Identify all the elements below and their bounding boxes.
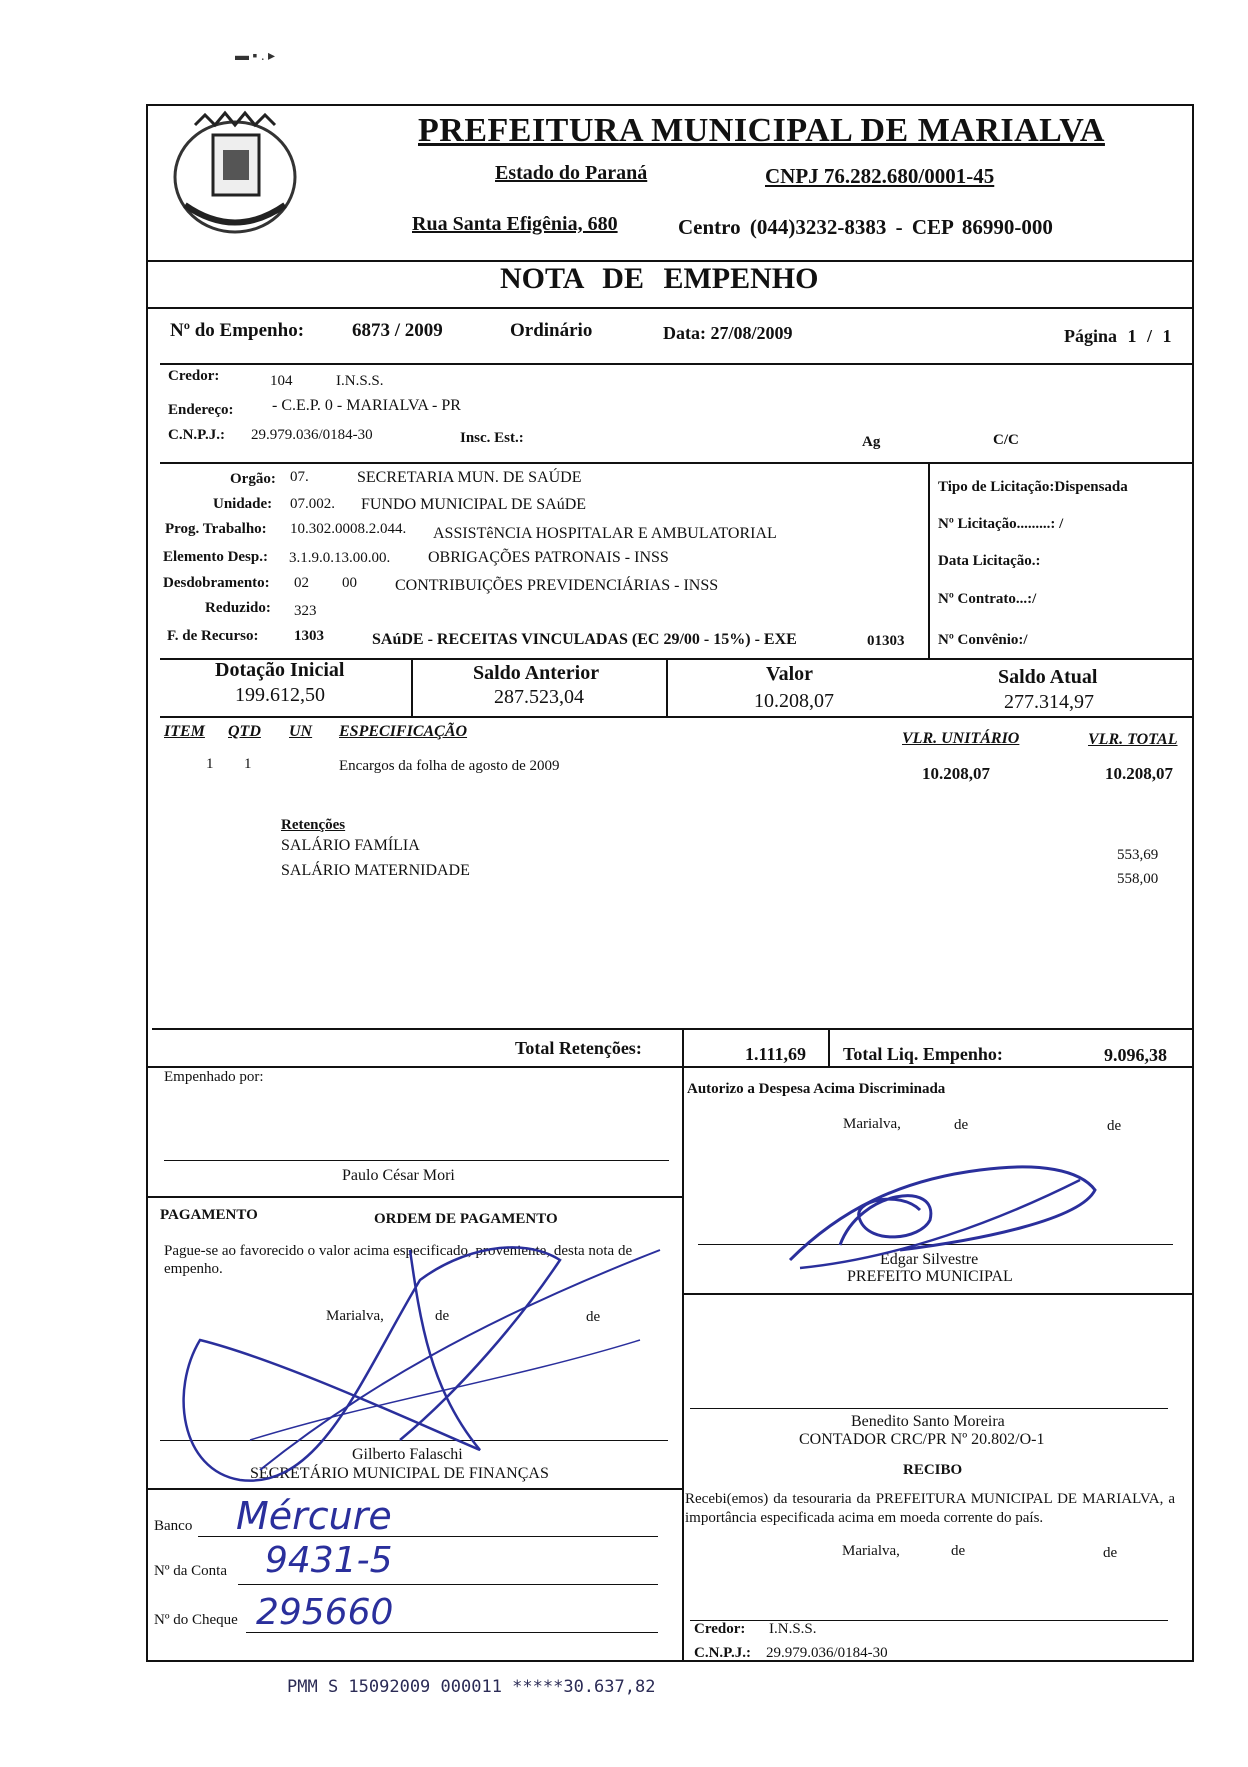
prefeito-name: Edgar Silvestre	[880, 1251, 979, 1268]
recibo-credor-label: Credor:	[694, 1621, 746, 1637]
empenhado-por-name: Paulo César Mori	[342, 1167, 455, 1184]
conta-handwritten: 9431-5	[265, 1540, 393, 1581]
fonte-code: 1303	[294, 628, 324, 644]
divider	[411, 658, 413, 716]
retencao-name: SALÁRIO MATERNIDADE	[281, 862, 470, 879]
elemento-label: Elemento Desp.:	[163, 549, 268, 565]
item-spec: Encargos da folha de agosto de 2009	[339, 758, 560, 774]
account-label: C/C	[993, 432, 1019, 448]
signature-line	[690, 1620, 1168, 1621]
divider	[160, 363, 1194, 365]
orgao-code: 07.	[290, 469, 309, 485]
page-number: Página 1 / 1	[1064, 326, 1172, 346]
licitacao-numero: Nº Licitação.........: /	[938, 516, 1064, 532]
document-title: NOTA DE EMPENHO	[500, 262, 819, 295]
divider	[152, 1028, 1194, 1030]
municipality-title: PREFEITURA MUNICIPAL DE MARIALVA	[418, 112, 1105, 149]
divider	[928, 462, 930, 658]
empenho-number: 6873 / 2009	[352, 320, 443, 341]
cheque-label: Nº do Cheque	[154, 1612, 238, 1628]
divider	[146, 1066, 1194, 1068]
credor-label: Credor:	[168, 368, 220, 384]
secretario-signature	[160, 1240, 670, 1490]
item-unit-value: 10.208,07	[922, 764, 990, 783]
place-date: Marialva,	[842, 1543, 900, 1559]
address-header: Rua Santa Efigênia, 680	[412, 213, 618, 235]
date-de: de	[1103, 1545, 1118, 1561]
item-number: 1	[206, 756, 214, 772]
col-qtd: QTD	[228, 723, 261, 740]
machine-stamp: PMM S 15092009 000011 *****30.637,82	[287, 1677, 656, 1697]
pagamento-title: PAGAMENTO	[160, 1207, 258, 1223]
signature-line	[690, 1408, 1168, 1409]
total-retencoes-value: 1.111,69	[745, 1044, 807, 1064]
contact-header: Centro (044)3232-8383 - CEP 86990-000	[678, 215, 1053, 239]
col-item: ITEM	[164, 723, 205, 740]
fonte-label: F. de Recurso:	[167, 628, 259, 644]
date-de: de	[1107, 1118, 1122, 1134]
prefeito-title: PREFEITO MUNICIPAL	[847, 1268, 1013, 1285]
divider	[160, 462, 1194, 464]
item-total-value: 10.208,07	[1105, 764, 1173, 783]
fonte-code2: 01303	[867, 633, 905, 649]
recibo-title: RECIBO	[903, 1462, 963, 1478]
divider	[682, 1028, 684, 1066]
banco-handwritten: Mércure	[236, 1494, 392, 1538]
place-date: Marialva,	[326, 1308, 384, 1324]
desdobramento-code2: 00	[342, 575, 357, 591]
licitacao-tipo: Tipo de Licitação:Dispensada	[938, 479, 1128, 495]
orgao-label: Orgão:	[230, 471, 276, 487]
total-liquido-label: Total Liq. Empenho:	[843, 1044, 1003, 1064]
banco-label: Banco	[154, 1518, 193, 1534]
place-date: Marialva,	[843, 1116, 901, 1132]
recibo-text: Recebi(emos) da tesouraria da PREFEITURA MUNICIPAL DE MARIALVA, a importância especificada acima em moeda corrente do país.	[685, 1491, 1175, 1526]
total-retencoes-label: Total Retenções:	[515, 1038, 642, 1058]
recibo-credor-name: I.N.S.S.	[769, 1621, 817, 1637]
total-liquido-value: 9.096,38	[1104, 1045, 1167, 1065]
address-label: Endereço:	[168, 402, 234, 418]
cnpj-label: C.N.P.J.:	[168, 427, 225, 443]
divider	[146, 1196, 682, 1198]
scan-mark: ▬ ▪ . ▸	[235, 49, 275, 64]
convenio-numero: Nº Convênio:/	[938, 632, 1028, 648]
retencao-name: SALÁRIO FAMÍLIA	[281, 837, 420, 854]
cnpj-header: CNPJ 76.282.680/0001-45	[765, 164, 995, 188]
empenho-type: Ordinário	[510, 320, 593, 341]
dotacao-label: Dotação Inicial	[215, 659, 345, 681]
desdobramento-code: 02	[294, 575, 309, 591]
desdobramento-label: Desdobramento:	[163, 575, 270, 591]
coat-of-arms-logo	[165, 105, 305, 240]
divider	[682, 1293, 1194, 1295]
item-qtd: 1	[244, 756, 252, 772]
valor-value: 10.208,07	[754, 690, 834, 712]
reduzido-value: 323	[294, 603, 317, 619]
credor-name: I.N.S.S.	[336, 373, 384, 389]
divider	[160, 716, 1194, 718]
empenhado-por-label: Empenhado por:	[164, 1069, 264, 1085]
empenho-number-label: Nº do Empenho:	[170, 320, 305, 341]
credor-cnpj: 29.979.036/0184-30	[251, 427, 373, 443]
reduzido-label: Reduzido:	[205, 600, 271, 616]
orgao-desc: SECRETARIA MUN. DE SAÚDE	[357, 469, 582, 486]
contador-title: CONTADOR CRC/PR Nº 20.802/O-1	[799, 1431, 1045, 1448]
state-label: Estado do Paraná	[495, 162, 648, 184]
unidade-desc: FUNDO MUNICIPAL DE SAúDE	[361, 496, 587, 513]
date-de: de	[954, 1117, 969, 1133]
signature-line	[164, 1160, 669, 1161]
date-de: de	[435, 1308, 450, 1324]
divider	[666, 658, 668, 716]
credor-code: 104	[270, 373, 293, 389]
prog-desc: ASSISTêNCIA HOSPITALAR E AMBULATORIAL	[433, 525, 777, 542]
pague-se-text: Pague-se ao favorecido o valor acima especificado, proveniente, desta nota de empenho.	[164, 1243, 633, 1277]
unidade-label: Unidade:	[213, 496, 273, 512]
elemento-code: 3.1.9.0.13.00.00.	[289, 550, 391, 566]
date-de: de	[951, 1543, 966, 1559]
autorizo-text: Autorizo a Despesa Acima Discriminada	[687, 1081, 946, 1097]
elemento-desc: OBRIGAÇÕES PATRONAIS - INSS	[428, 549, 669, 566]
saldo-anterior-label: Saldo Anterior	[473, 662, 600, 684]
empenho-date: Data: 27/08/2009	[663, 323, 793, 343]
divider	[828, 1028, 830, 1066]
col-vlr-total: VLR. TOTAL	[1088, 731, 1178, 748]
col-especificacao: ESPECIFICAÇÃO	[339, 723, 468, 740]
prog-label: Prog. Trabalho:	[165, 521, 267, 537]
secretario-name: Gilberto Falaschi	[352, 1446, 463, 1463]
retencao-value: 558,00	[1117, 871, 1159, 887]
date-de: de	[586, 1309, 601, 1325]
secretario-title: SECRETÁRIO MUNICIPAL DE FINANÇAS	[250, 1465, 549, 1482]
saldo-anterior-value: 287.523,04	[494, 686, 584, 708]
cheque-handwritten: 295660	[256, 1592, 394, 1633]
saldo-atual-value: 277.314,97	[1004, 691, 1094, 713]
divider	[146, 307, 1194, 309]
prog-code: 10.302.0008.2.044.	[290, 521, 407, 537]
saldo-atual-label: Saldo Atual	[998, 666, 1098, 688]
retencao-value: 553,69	[1117, 847, 1159, 863]
contrato-numero: Nº Contrato...:/	[938, 591, 1037, 607]
credor-address: - C.E.P. 0 - MARIALVA - PR	[272, 397, 461, 414]
licitacao-data: Data Licitação.:	[938, 553, 1041, 569]
unidade-code: 07.002.	[290, 496, 335, 512]
fonte-desc: SAúDE - RECEITAS VINCULADAS (EC 29/00 - 15%) - EXE	[372, 631, 797, 648]
retencoes-title: Retenções	[281, 817, 346, 833]
dotacao-value: 199.612,50	[235, 684, 325, 706]
insc-est-label: Insc. Est.:	[460, 430, 524, 446]
agency-label: Ag	[862, 434, 881, 450]
contador-name: Benedito Santo Moreira	[851, 1413, 1005, 1430]
divider	[682, 1066, 684, 1662]
conta-label: Nº da Conta	[154, 1563, 227, 1579]
valor-label: Valor	[766, 663, 814, 685]
col-un: UN	[289, 723, 313, 740]
conta-line	[238, 1584, 658, 1585]
recibo-cnpj-label: C.N.P.J.:	[694, 1645, 751, 1661]
desdobramento-desc: CONTRIBUIÇÕES PREVIDENCIÁRIAS - INSS	[395, 577, 719, 594]
prefeito-signature	[780, 1150, 1110, 1280]
col-vlr-unitario: VLR. UNITÁRIO	[902, 730, 1020, 747]
ordem-pagamento-title: ORDEM DE PAGAMENTO	[374, 1211, 558, 1227]
recibo-cnpj: 29.979.036/0184-30	[766, 1645, 888, 1661]
